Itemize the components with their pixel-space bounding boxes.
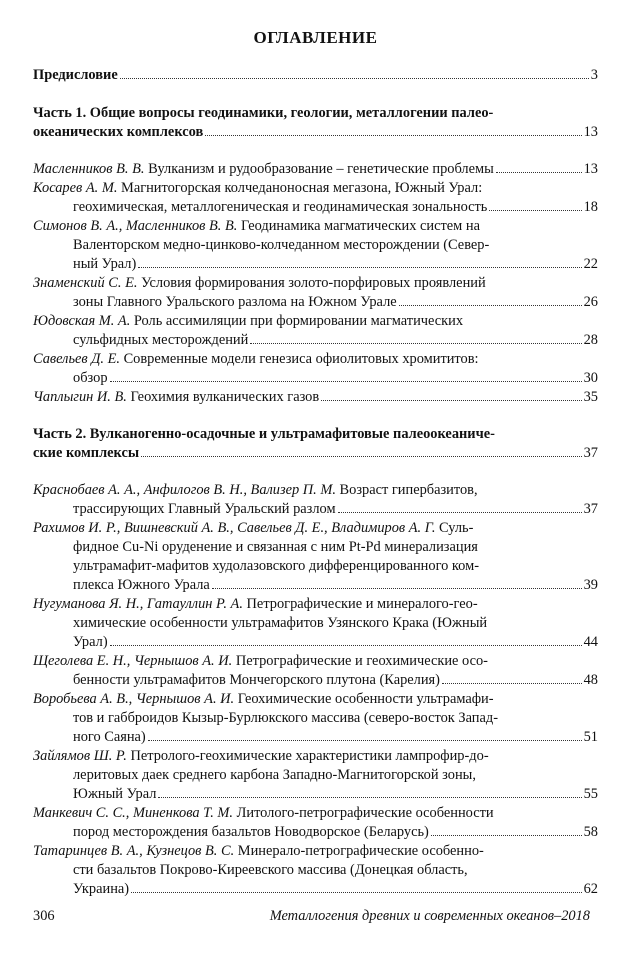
entry-title-line: зоны Главного Уральского разлома на Южном Урале: [73, 294, 397, 310]
toc-entry[interactable]: [33, 217, 598, 274]
entry-title-line: Минерало-петрографические особенно-: [234, 843, 484, 859]
page-number: 39: [583, 577, 598, 593]
entry-title-line: бенности ультрамафитов Мончегорского плутона (Карелия): [73, 672, 440, 688]
entry-title-line: сульфидных месторождений: [73, 332, 249, 348]
toc-entry[interactable]: [33, 350, 598, 388]
leader-dots: [212, 588, 582, 589]
toc-entry[interactable]: [33, 160, 598, 179]
entry-authors: Симонов В. А., Масленников В. В.: [33, 218, 238, 234]
entry-title-line: Роль ассимиляции при формировании магматических: [130, 313, 464, 329]
part-2-entries: [33, 481, 598, 899]
entry-title-line: Литолого-петрографические особенности: [233, 805, 494, 821]
page-number: 28: [583, 332, 598, 348]
part-1-entries: [33, 160, 598, 407]
entry-authors: Краснобаев А. А., Анфилогов В. Н., Вализер П. М.: [33, 482, 336, 498]
toc-entry[interactable]: [33, 179, 598, 217]
leader-dots: [442, 683, 582, 684]
leader-dots: [131, 892, 582, 893]
running-title: Металлогения древних и современных океанов–2018: [269, 908, 590, 924]
page-number: 55: [583, 786, 598, 802]
entry-title-line: леритовых даек среднего карбона Западно-Магнитогорской зоны,: [73, 767, 476, 783]
entry-authors: Рахимов И. Р., Вишневский А. В., Савельев Д. Е., Владимиров А. Г.: [33, 520, 436, 536]
part-title-line: Часть 1. Общие вопросы геодинамики, геологии, металлогении палео-: [33, 105, 494, 121]
entry-title-line: Геодинамика магматических систем на: [237, 218, 480, 234]
page-number: 48: [583, 672, 598, 688]
toc-part-2[interactable]: [33, 425, 598, 463]
page-number: 51: [583, 729, 598, 745]
leader-dots: [250, 343, 581, 344]
entry-title-line: Магнитогорская колчеданоносная мегазона, Южный Урал:: [117, 180, 483, 196]
toc-entry[interactable]: [33, 481, 598, 519]
leader-dots: [120, 78, 589, 79]
leader-dots: [431, 835, 582, 836]
toc-list: [33, 66, 598, 899]
entry-title-line: ного Саяна): [73, 729, 146, 745]
entry-title-line: трассирующих Главный Уральский разлом: [73, 501, 336, 517]
part-title-line: ские комплексы: [33, 445, 140, 461]
toc-entry[interactable]: [33, 312, 598, 350]
entry-title-line: Урал): [73, 634, 108, 650]
entry-authors: Юдовская М. А.: [33, 313, 131, 329]
entry-title-line: геохимическая, металлогеническая и геодинамическая зональность: [73, 199, 488, 215]
toc-entry[interactable]: [33, 274, 598, 312]
page-number: 37: [583, 445, 598, 461]
entry-title-line: Возраст гипербазитов,: [335, 482, 478, 498]
entry-title-line: фидное Cu-Ni оруденение и связанная с ним Pt-Pd минерализация: [73, 539, 478, 555]
entry-authors: Манкевич С. С., Миненкова Т. М.: [33, 805, 234, 821]
entry-title-line: Современные модели генезиса офиолитовых хромититов:: [119, 351, 479, 367]
page-number: 37: [583, 501, 598, 517]
leader-dots: [110, 645, 582, 646]
leader-dots: [338, 512, 582, 513]
entry-title-line: сти базальтов Покрово-Киреевского массива (Донецкая область,: [73, 862, 468, 878]
entry-authors: Зайлямов Ш. Р.: [33, 748, 127, 764]
leader-dots: [399, 305, 582, 306]
page-number: 58: [583, 824, 598, 840]
toc-entry[interactable]: [33, 842, 598, 899]
page-number: 62: [583, 881, 598, 897]
entry-title-line: Украина): [73, 881, 130, 897]
entry-title-line: Геохимия вулканических газов: [126, 389, 320, 405]
entry-title-line: Суль-: [435, 520, 474, 536]
toc-entry[interactable]: [33, 595, 598, 652]
entry-title-line: Петрографические и минералого-гео-: [242, 596, 478, 612]
toc-entry[interactable]: [33, 388, 598, 407]
entry-title-line: Вулканизм и рудообразование – генетические проблемы: [144, 161, 494, 177]
entry-title-line: ный Урал): [73, 256, 137, 272]
entry-title-line: Южный Урал: [73, 786, 157, 802]
footer-page-number: 306: [33, 908, 55, 924]
page-number: 13: [583, 124, 598, 140]
entry-title-line: химические особенности ультрамафитов Узянского Крака (Южный: [73, 615, 488, 631]
entry-authors: Косарев А. М.: [33, 180, 118, 196]
page-number: 18: [583, 199, 598, 215]
entry-authors: Чаплыгин И. В.: [33, 389, 127, 405]
page-number: 30: [583, 370, 598, 386]
toc-entry[interactable]: [33, 652, 598, 690]
entry-title-line: Условия формирования золото-порфировых проявлений: [137, 275, 486, 291]
page-number: 22: [583, 256, 598, 272]
entry-authors: Савельев Д. Е.: [33, 351, 120, 367]
leader-dots: [141, 456, 582, 457]
toc-entry[interactable]: [33, 690, 598, 747]
entry-title-line: Геохимические особенности ультрамафи-: [234, 691, 494, 707]
entry-authors: Знаменский С. Е.: [33, 275, 138, 291]
entry-authors: Масленников В. В.: [33, 161, 145, 177]
entry-title-line: пород месторождения базальтов Новодворское (Беларусь): [73, 824, 429, 840]
toc-entry-preface[interactable]: [33, 66, 598, 85]
entry-title-line: плекса Южного Урала: [73, 577, 210, 593]
entry-title-line: обзор: [73, 370, 108, 386]
leader-dots: [158, 797, 581, 798]
part-title-line: океанических комплексов: [33, 124, 204, 140]
entry-authors: Воробьева А. В., Чернышов А. И.: [33, 691, 235, 707]
preface-label: Предисловие: [33, 67, 118, 83]
entry-title-line: тов и габброидов Кызыр-Бурлюкского массива (северо-восток Запад-: [73, 710, 498, 726]
leader-dots: [138, 267, 581, 268]
entry-authors: Татаринцев В. А., Кузнецов В. С.: [33, 843, 235, 859]
leader-dots: [205, 135, 581, 136]
entry-title-line: Валенторском медно-цинково-колчеданном месторождении (Север-: [73, 237, 490, 253]
toc-entry[interactable]: [33, 519, 598, 595]
toc-entry[interactable]: [33, 747, 598, 804]
toc-title: ОГЛАВЛЕНИЕ: [253, 28, 378, 47]
leader-dots: [321, 400, 581, 401]
leader-dots: [148, 740, 582, 741]
leader-dots: [110, 381, 582, 382]
toc-entry[interactable]: [33, 804, 598, 842]
entry-title-line: Петрографические и геохимические осо-: [232, 653, 488, 669]
entry-title-line: Петролого-геохимические характеристики лампрофир-до-: [126, 748, 489, 764]
page-number: 26: [583, 294, 598, 310]
toc-part-1[interactable]: [33, 104, 598, 142]
entry-authors: Нугуманова Я. Н., Гатауллин Р. А.: [33, 596, 243, 612]
page-number: 13: [583, 161, 598, 177]
page-number: 35: [583, 389, 598, 405]
page-number: 44: [583, 634, 598, 650]
leader-dots: [489, 210, 581, 211]
leader-dots: [496, 172, 582, 173]
part-title-line: Часть 2. Вулканогенно-осадочные и ультрамафитовые палеоокеаниче-: [33, 426, 495, 442]
entry-authors: Щеголева Е. Н., Чернышов А. И.: [33, 653, 233, 669]
page-number: 3: [590, 67, 598, 83]
entry-title-line: ультрамафит-мафитов худолазовского дифференцированного ком-: [73, 558, 479, 574]
